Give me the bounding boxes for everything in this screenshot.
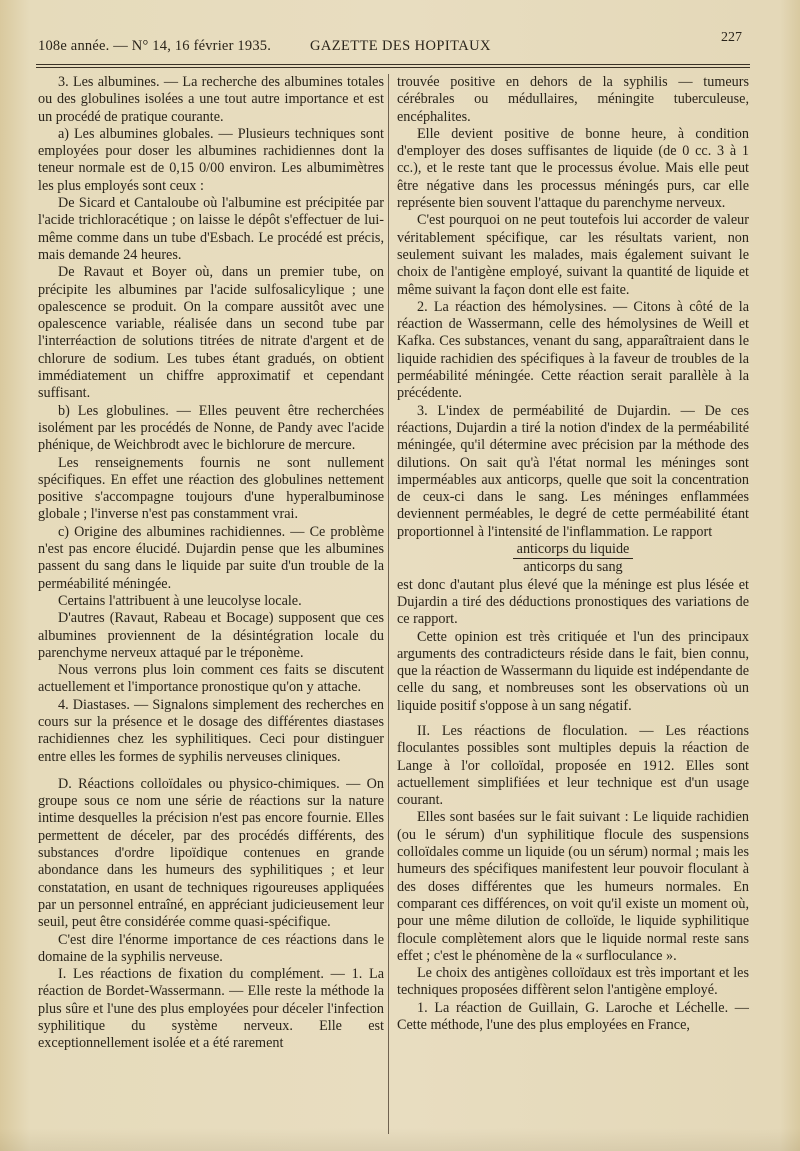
- page-edge-shadow: [0, 1128, 800, 1151]
- paragraph-autres: D'autres (Ravaut, Rabeau et Bocage) supposent que ces albumines proviennent de la désintégration locale du parenchyme nerveux attaqué par le tréponème.: [38, 610, 384, 661]
- paragraph-origine: c) Origine des albumines rachidiennes. — Ce problème n'est pas encore élucidé. Dujardin pense que les albumines passent du sang dans le liquide par suite d'un trouble de la perméabilité méningée.: [38, 523, 384, 592]
- paragraph-nous-verrons: Nous verrons plus loin comment ces faits se discutent actuellement et l'importance pronostique qu'on y attache.: [38, 662, 384, 696]
- left-column: [38, 74, 384, 1053]
- page-header: [38, 30, 750, 62]
- paragraph-leucolyse: Certains l'attribuent à une leucolyse locale.: [58, 592, 302, 609]
- paragraph-globulines: b) Les globulines. — Elles peuvent être recherchées isolément par les procédés de Nonne, de Pandy avec l'acide phénique, de Weichbrodt avec le bichlorure de mercure.: [38, 402, 384, 454]
- paragraph-renseignements: Les renseignements fournis ne sont nullement spécifiques. En effet une réaction des globulines nettement positive s'accompagne toujours d'une hyperalbuminose globale ; l'inverse n'est pas constamment vrai.: [38, 454, 384, 523]
- header-rule-bottom: [36, 67, 750, 68]
- paragraph-ravaut: De Ravaut et Boyer où, dans un premier tube, on précipite les albumines par l'acide sulfosalicylique ; une opalescence se produit. On la compare aussitôt avec une opalescence variable, réalisée dans un second tube par l'interréaction de solutions titrées de nitrate d'argent et de chlorure de sodium. Les tubes étant gradués, on obtient immédiatement un chiffre approximatif et cependant suffisant.: [38, 264, 384, 402]
- paragraph-fixation-complement: I. Les réactions de fixation du complément. — 1. La réaction de Bordet-Wassermann. — Elle reste la méthode la plus sûre et l'une des plus employées pour déceler l'infection syphilitique du système nerveux. Elle est exceptionnellement isolée et a été rarement: [38, 966, 384, 1052]
- paragraph-sicard: De Sicard et Cantaloube où l'albumine est précipitée par l'acide trichloracétique ; on laisse le dépôt s'effectuer de lui-même comme dans un tube d'Esbach. Le procédé est précis, mais demande 24 heures.: [38, 195, 384, 263]
- paragraph-albumines-globales: a) Les albumines globales. — Plusieurs techniques sont employées pour doser les albumines rachidiennes dont la teneur normale est de 0,15 0/00 environ. Les albumimètres les plus employés sont ceux :: [38, 125, 384, 194]
- paragraph-guillain: 1. La réaction de Guillain, G. Laroche et Léchelle. — Cette méthode, l'une des plus employées en France,: [397, 999, 749, 1034]
- paragraph-fait-suivant: Elles sont basées sur le fait suivant : Le liquide rachidien (ou le sérum) d'un syphilitique flocule des suspensions colloïdales comme un liquide (ou un sérum) normal ; mais les humeurs des spécifiques manifestent leur pouvoir floculant à des doses différentes que les humeurs normales. En comparant ces différences, on voit qu'il existe un moment où, pour une même dilution de colloïde, le liquide syphilitique flocule complètement alors que le liquide normal reste sans effet ; c'est le phénomène de la « surfloculance ».: [397, 809, 749, 964]
- paragraph-choix-antigenes: Le choix des antigènes colloïdaux est très important et les techniques proposées diffèrent selon l'antigène employé.: [397, 965, 749, 999]
- paragraph-index-permeabilite: 3. L'index de perméabilité de Dujardin. — De ces réactions, Dujardin a tiré la notion d'index de la perméabilité méningée, qu'il détermine avec précision par la méthode des dilutions. On sait qu'à l'état normal les méninges sont imperméables aux anticorps, quelle que soit la concentration de ceux-ci dans le sang. Les méninges enflammées deviennent perméables, le degré de cette perméabilité étant proportionnel à l'intensité de l'inflammation. Le rapport: [397, 402, 749, 540]
- paragraph-hemolysines: 2. La réaction des hémolysines. — Citons à côté de la réaction de Wassermann, celle des hémolysines de Weill et Kafka. Ces substances, venant du sang, apparaîtraient dans le liquide rachidien des spécifiques à la faveur de troubles de la perméabilité méningée. Cette réaction serait parallèle à la précédente.: [397, 298, 749, 402]
- paragraph-devient-positive: Elle devient positive de bonne heure, à condition d'employer des doses suffisantes de liquide (de 0 cc. 3 à 1 cc.), et le reste tant que le processus évolue. Mais elle peut être négative dans les processus méningés purs, car elle représente bien souvent l'attaque du parenchyme nerveux.: [397, 125, 749, 212]
- paragraph-plus-eleve: est donc d'autant plus élevé que la méninge est plus lésée et Dujardin a tiré des déductions pronostiques des variations de ce rapport.: [397, 576, 749, 628]
- column-divider: [388, 74, 389, 1134]
- ratio-numerator: anticorps du liquide: [513, 541, 634, 559]
- paragraph-trouvee-positive: trouvée positive en dehors de la syphilis — tumeurs cérébrales ou médullaires, méningite tuberculeuse, encéphalites.: [397, 74, 749, 125]
- paragraph-opinion: Cette opinion est très critiquée et l'un des principaux arguments des contradicteurs réside dans le fait, bien connu, que la réaction de Wassermann du liquide est indépendante de celle du sang, et nombreuses sont les observations où un liquide positif s'oppose à un sang négatif.: [397, 628, 749, 714]
- paragraph-reactions-colloidales: D. Réactions colloïdales ou physico-chimiques. — On groupe sous ce nom une série de réactions sur la nature intime desquelles la précision n'est pas encore fournie. Elles permettent de déceler, par des procédés différents, des substances d'ordre lipoïdique contenues en grande abondance dans les humeurs des syphilitiques ; et leur constatation, en usant de techniques rigoureuses appliquées par un personnel entraîné, en appréciant judicieusement leur seuil, peut être considérée comme quasi-spécifique.: [38, 775, 384, 931]
- page-number: 227: [721, 30, 742, 45]
- paragraph-albumines: 3. Les albumines. — La recherche des albumines totales ou des globulines isolées a une tout autre importance et est un procédé de pratique courante.: [38, 74, 384, 125]
- journal-title: GAZETTE DES HOPITAUX: [310, 38, 491, 54]
- paragraph-floculation: II. Les réactions de floculation. — Les réactions floculantes possibles sont multiples depuis la réaction de Lange à l'or colloïdal, proposée en 1912. Elles sont actuellement simplifiées et leur technique est d'un usage courant.: [397, 722, 749, 809]
- permeability-ratio: [397, 541, 749, 577]
- issue-info: 108e année. — N° 14, 16 février 1935.: [38, 38, 272, 54]
- paragraph-pourquoi: C'est pourquoi on ne peut toutefois lui accorder de valeur véritablement spécifique, car les résultats varient, non seulement suivant les malades, mais également suivant le choix de l'antigène employé, suivant la quantité de liquide et même suivant la façon dont elle est faite.: [397, 212, 749, 298]
- right-column: [397, 74, 749, 1034]
- paragraph-diastases: 4. Diastases. — Signalons simplement des recherches en cours sur la présence et le dosage des différentes diastases rachidiennes chez les syphilitiques. Ceci pour distinguer entre elles les formes de syphilis nerveuses cliniques.: [38, 696, 384, 765]
- ratio-denominator: anticorps du sang: [523, 559, 623, 576]
- paragraph-importance: C'est dire l'énorme importance de ces réactions dans le domaine de la syphilis nerveuse.: [38, 931, 384, 965]
- header-rule-top: [36, 64, 750, 65]
